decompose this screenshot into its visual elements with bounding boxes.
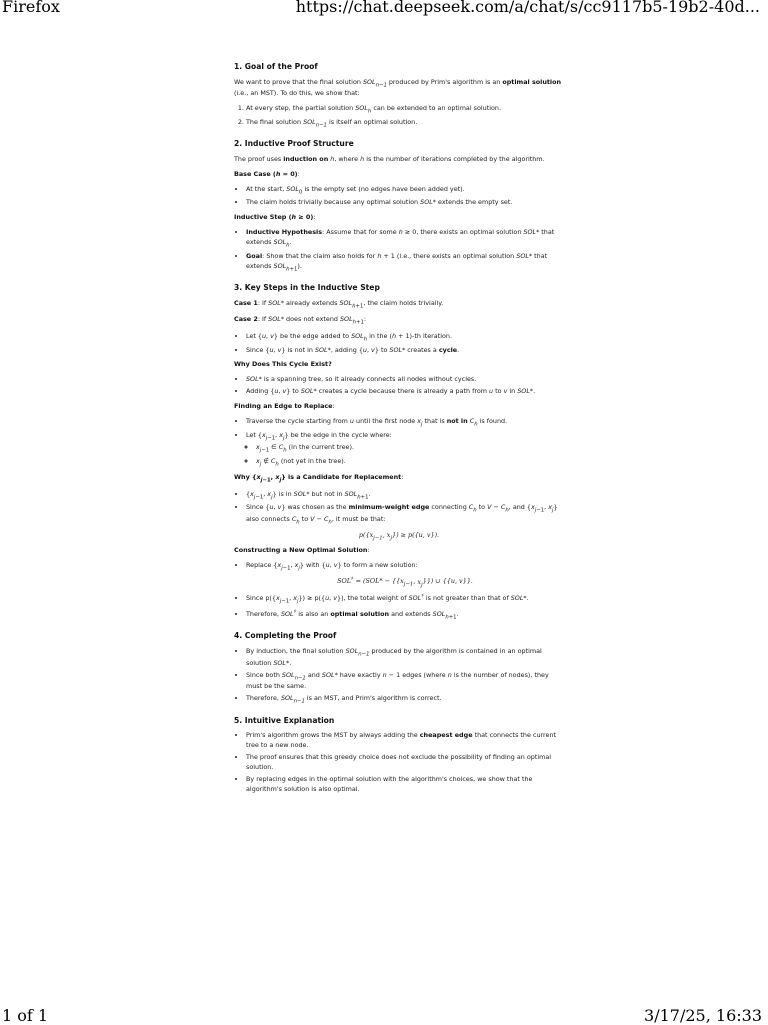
section-goal — [234, 61, 564, 129]
subheading-replace: Finding an Edge to Replace: — [234, 402, 335, 411]
page-count: 1 of 1 — [2, 1006, 49, 1025]
list-item: • SOL* is a spanning tree, so it already connects all nodes without cycles. — [246, 375, 564, 385]
list-item: 2. The final solution $SOL_{n-1}$ is itself an optimal solution. — [246, 118, 564, 130]
list-item: • By induction, the final solution $SOL_{n-1}$ produced by the algorithm is contained in an optimal solution SOL*. — [246, 647, 564, 668]
case-1: Case 1: If SOL* already extends $SOL_{h+1}$, the claim holds trivially. — [234, 298, 444, 310]
list-item: • Traverse the cycle starting from u until the first node $x_j$ that is not in $C_h$ is found. — [246, 417, 564, 429]
list-item: • The proof ensures that this greedy choice does not exclude the possibility of finding an optimal solution. — [246, 753, 564, 773]
formula-new-solution: $SOL^♯ = (SOL* - \{\{x_{j-1}$, $x_j$}}) ∪ {{u, v}}. — [337, 576, 473, 588]
case-2: Case 2: If SOL* does not extend $SOL_{h+1}$: — [234, 315, 367, 326]
section-title: 3. Key Steps in the Inductive Step — [234, 283, 380, 293]
section-title: 2. Inductive Proof Structure — [234, 139, 354, 149]
list-item: • Therefore, SOL♯ is also an optimal solution and extends $SOL_{h+1}$. — [246, 608, 564, 622]
formula-weight-inequality: $p(\{x_{j-1}$, $x_j\}) \ge p(\{u$, v}). — [358, 531, 440, 542]
completing-list — [234, 647, 564, 705]
list-item: 1. At every step, the partial solution $SOL_h$ can be extended to an optimal solution. — [246, 104, 564, 116]
list-item — [246, 561, 564, 589]
replace-sublist — [246, 443, 564, 468]
paragraph: We want to prove that the final solution $SOL_{n-1}$ produced by Prim's algorithm is an optimal solution (i.e., an MST). To do this, we show that: — [234, 77, 562, 98]
list-item: • Since both $SOL_{n-1}$ and SOL* have exactly n − 1 edges (where n is the number of nodes), they must be the same. — [246, 671, 564, 692]
section-title: 1. Goal of the Proof — [234, 62, 318, 71]
goal-list — [234, 104, 564, 129]
document-body — [234, 61, 564, 804]
section-completing — [234, 630, 564, 705]
candidate-list — [234, 490, 564, 527]
section-title: 5. Intuitive Explanation — [234, 715, 335, 725]
list-item: • By replacing edges in the optimal solution with the algorithm's choices, we show that the algorithm's solution is also optimal. — [246, 775, 564, 795]
list-item: • Therefore, $SOL_{n-1}$ is an MST, and Prim's algorithm is correct. — [246, 694, 564, 706]
list-item: • Adding {u, v} to SOL* creates a cycle because there is already a path from u to v in SOL*. — [246, 387, 564, 397]
inductive-step-list — [234, 228, 564, 273]
list-item: • Prim's algorithm grows the MST by always adding the cheapest edge that connects the current tree to a new node. — [246, 731, 564, 751]
case-2-list — [234, 332, 564, 355]
cycle-list — [234, 375, 564, 397]
intuitive-list — [234, 731, 564, 795]
section-key-steps — [234, 282, 564, 621]
section-title: 4. Completing the Proof — [234, 631, 337, 641]
subheading-base-case: Base Case (h = 0): — [234, 169, 300, 178]
print-timestamp: 3/17/25, 16:33 — [644, 1006, 762, 1025]
subheading-construct: Constructing a New Optimal Solution: — [234, 545, 370, 554]
base-case-list — [234, 185, 564, 208]
replace-list — [234, 417, 564, 468]
list-item-text: Replace {$x_{j-1}$, $x_j$} with {u, v} to form a new solution: — [246, 560, 418, 572]
list-item — [246, 431, 564, 469]
subheading-inductive-step: Inductive Step (h ≥ 0): — [234, 213, 316, 222]
section-intuitive — [234, 715, 564, 795]
list-item: • Since {u, v} was chosen as the minimum-weight edge connecting $C_h$ to $V - C_h$, and {$x_{j-1}$, $x_j$} also connects $C_h$ to $V - C_h$, it must be that: — [246, 503, 564, 526]
construct-list — [234, 561, 564, 622]
sub-list-item: ◦ $x_j$ ∉ $C_h$ (not yet in the tree). — [256, 457, 564, 469]
page-url: https://chat.deepseek.com/a/chat/s/cc9117b5-19b2-40d... — [295, 0, 760, 16]
list-item: • Since $p(\{x_{j-1}$, $x_j\}) \ge p(\{u$, v}), the total weight of SOL♯ is not greater than that of SOL*. — [246, 592, 564, 606]
list-item: • Since {u, v} is not in SOL*, adding {u, v} to SOL* creates a cycle. — [246, 346, 564, 356]
subheading-cycle: Why Does This Cycle Exist? — [234, 360, 332, 369]
list-item: • Let {u, v} be the edge added to $SOL_h$ in the (h + 1)-th iteration. — [246, 332, 564, 344]
list-item: • Goal: Show that the claim also holds for h + 1 (i.e., there exists an optimal solution SOL* that extends $SOL_{h+1}$). — [246, 252, 564, 273]
paragraph: The proof uses induction on h, where h is the number of iterations completed by the algorithm. — [234, 155, 545, 164]
sub-list-item: ◦ $x_{j-1}$ ∈ $C_h$ (in the current tree). — [256, 443, 564, 455]
browser-title: Firefox — [2, 0, 60, 16]
list-item: • At the start, $SOL_0$ is the empty set (no edges have been added yet). — [246, 185, 564, 197]
list-item-text: Let {$x_{j-1}$, $x_j$} be the edge in the cycle where: — [246, 430, 392, 441]
list-item: • {$x_{j-1}$, $x_j$} is in SOL* but not in $SOL_{h+1}$. — [246, 490, 564, 502]
list-item: • The claim holds trivially because any optimal solution SOL* extends the empty set. — [246, 198, 564, 208]
section-inductive-structure — [234, 138, 564, 273]
list-item: • Inductive Hypothesis: Assume that for some h ≥ 0, there exists an optimal solution SOL* that extends $SOL_h$. — [246, 228, 564, 249]
subheading-candidate: Why {$x_{j-1}$, $x_j$} is a Candidate for Replacement: — [234, 473, 404, 484]
